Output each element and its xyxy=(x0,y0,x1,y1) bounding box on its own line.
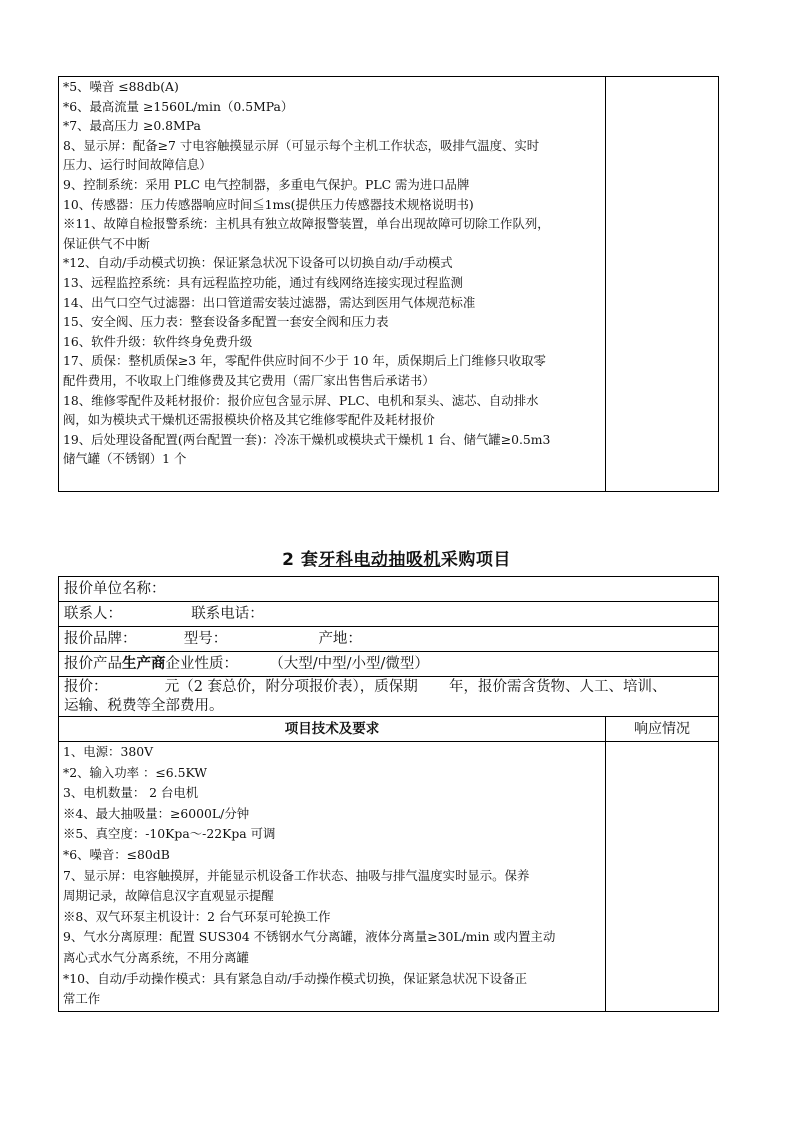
spec-line: ※11、故障自检报警系统：主机具有独立故障报警装置，单台出现故障可切除工作队列， xyxy=(63,216,550,232)
title-product: 牙科电动抽吸机 xyxy=(318,550,441,570)
price-label: 报价： xyxy=(64,679,108,695)
model-label: 型号： xyxy=(183,631,228,647)
spec-line: 压力、运行时间故障信息） xyxy=(63,157,212,173)
top-spec-list xyxy=(59,77,606,491)
price-row xyxy=(59,677,718,717)
spec-line: 9、控制系统：采用 PLC 电气控制器，多重电气保护。PLC 需为进口品牌 xyxy=(63,176,470,192)
requirement-line: *10、自动/手动操作模式：具有紧急自动/手动操作模式切换，保证紧急状况下设备正 xyxy=(63,970,527,986)
requirement-line: ※5、真空度：-10Kpa～-22Kpa 可调 xyxy=(63,826,276,842)
price-text: 元（2 套总价，附分项报价表），质保期 xyxy=(164,679,418,695)
nature-text-a: 报价产品 xyxy=(64,656,122,672)
requirements-header: 项目技术及要求 xyxy=(59,717,606,741)
spec-line: 保证供气不中断 xyxy=(63,235,150,251)
requirement-line: 7、显示屏：电容触摸屏，并能显示机设备工作状态、抽吸与排气温度实时显示。保养 xyxy=(63,867,530,883)
requirement-line: *2、输入功率 ：≤6.5KW xyxy=(63,764,207,780)
spec-line: 阀，如为模块式干燥机还需报模块价格及其它维修零配件及耗材报价 xyxy=(63,412,435,428)
spec-line: *7、最高压力 ≥0.8MPa xyxy=(63,118,201,134)
title-suffix: 采购项目 xyxy=(440,550,511,570)
spec-line: 16、软件升级：软件终身免费升级 xyxy=(63,333,253,349)
title-prefix: 2 套 xyxy=(282,550,319,570)
spec-line: 19、后处理设备配置(两台配置一套)：冷冻干燥机或模块式干燥机 1 台、储气罐≥0.5m3 xyxy=(63,431,551,447)
spec-line: 8、显示屏：配备≥7 寸电容触摸显示屏（可显示每个主机工作状态，吸排气温度、实时 xyxy=(63,137,540,153)
quote-unit-label: 报价单位名称： xyxy=(64,581,166,597)
quote-unit-row xyxy=(59,577,718,602)
origin-label: 产地： xyxy=(318,631,362,647)
spec-line: 储气罐（不锈钢）1 个 xyxy=(63,451,187,467)
requirements-list xyxy=(59,742,606,1011)
procurement-table xyxy=(58,576,719,1012)
spec-line: 17、质保：整机质保≥3 年，零配件供应时间不少于 10 年，质保期后上门维修只收取零 xyxy=(63,353,546,369)
nature-bold: 生产商 xyxy=(122,656,166,672)
phone-label: 联系电话： xyxy=(191,606,264,622)
requirement-line: 9、气水分离原理：配置 SUS304 不锈钢水气分离罐，液体分离量≥30L/min 或内置主动 xyxy=(63,929,556,945)
contact-label: 联系人： xyxy=(64,606,122,622)
section-title xyxy=(0,545,793,570)
requirement-line: ※4、最大抽吸量：≥6000L/分钟 xyxy=(63,805,250,821)
requirement-line: 3、电机数量： 2 台电机 xyxy=(63,785,199,801)
requirement-line: 1、电源：380V xyxy=(63,744,154,759)
table-header-row xyxy=(59,717,718,742)
top-spec-table xyxy=(58,76,719,492)
spec-line: 14、出气口空气过滤器：出口管道需安装过滤器，需达到医用气体规范标准 xyxy=(63,294,476,310)
nature-text-b: 企业性质： xyxy=(165,656,238,672)
spec-line: *6、最高流量 ≥1560L/min（0.5MPa） xyxy=(63,98,294,114)
brand-row xyxy=(59,627,718,652)
spec-line: 10、传感器：压力传感器响应时间≦1ms(提供压力传感器技术规格说明书) xyxy=(63,196,474,212)
spec-line: 13、远程监控系统：具有远程监控功能，通过有线网络连接实现过程监测 xyxy=(63,274,463,290)
response-header: 响应情况 xyxy=(634,721,690,737)
requirement-line: 周期记录，故障信息汉字直观显示提醒 xyxy=(63,888,274,904)
spec-line: *12、自动/手动模式切换：保证紧急状况下设备可以切换自动/手动模式 xyxy=(63,255,453,271)
requirement-line: *6、噪音：≤80dB xyxy=(63,846,170,862)
spec-line: 配件费用，不收取上门维修费及其它费用（需厂家出售售后承诺书） xyxy=(63,372,435,388)
requirement-line: 离心式水气分离系统，不用分离罐 xyxy=(63,949,249,965)
price-text-2: 年，报价需含货物、人工、培训、 xyxy=(449,679,667,695)
spec-line: *5、噪音 ≤88db(A) xyxy=(63,79,179,94)
spec-line: 15、安全阀、压力表：整套设备多配置一套安全阀和压力表 xyxy=(63,314,389,330)
contact-row xyxy=(59,602,718,627)
requirement-line: 常工作 xyxy=(63,991,101,1007)
spec-line: 18、维修零配件及耗材报价：报价应包含显示屏、PLC、电机和泵头、滤芯、自动排水 xyxy=(63,392,539,408)
nature-options: （大型/中型/小型/微型） xyxy=(269,656,429,672)
requirement-line: ※8、双气环泵主机设计：2 台气环泵可轮换工作 xyxy=(63,908,331,924)
price-line-2: 运输、税费等全部费用。 xyxy=(64,698,224,714)
enterprise-nature-row xyxy=(59,652,718,677)
brand-label: 报价品牌： xyxy=(64,631,137,647)
